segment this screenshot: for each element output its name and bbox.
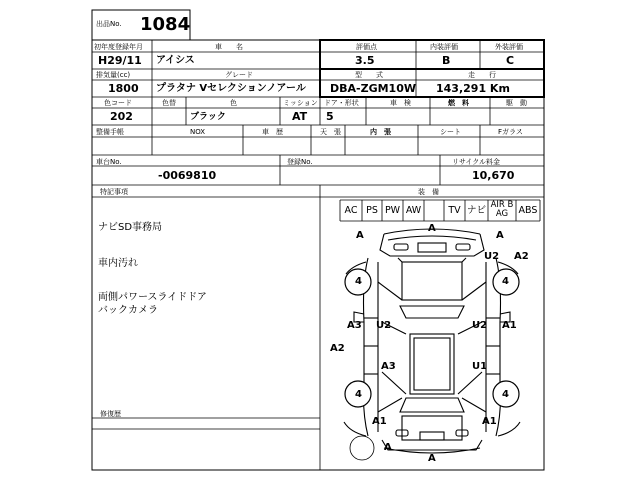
equip-airbag: AIR BAG — [490, 200, 514, 219]
note-interior-dirt: 車内汚れ — [98, 258, 138, 269]
equip-ac: AC — [344, 205, 358, 216]
damage-tire-front-right: 4 — [502, 276, 509, 287]
damage-front-center: A — [428, 223, 436, 234]
car-name-value: アイシス — [156, 55, 195, 66]
fuel-label: 燃 料 — [448, 99, 469, 107]
exterior-grade-value: C — [506, 54, 515, 67]
nox-label: NOX — [190, 128, 206, 136]
color-label: 色 — [230, 99, 237, 107]
car-name-label: 車 名 — [215, 43, 243, 51]
mileage-label: 走 行 — [468, 71, 496, 79]
equip-ps: PS — [366, 205, 378, 216]
damage-right-panel-a1: A1 — [502, 320, 517, 331]
transmission-value: AT — [292, 110, 308, 123]
exterior-grade-label: 外装評価 — [495, 43, 523, 51]
damage-roof-a3: A3 — [381, 361, 396, 372]
recycle-fee-value: 10,670 — [472, 169, 515, 182]
score-label: 評価点 — [356, 43, 377, 51]
equip-tv: TV — [448, 205, 461, 216]
first-registration-value: H29/11 — [98, 54, 142, 67]
damage-tire-front-left: 4 — [355, 276, 362, 287]
equip-pw: PW — [384, 205, 401, 216]
seat-label: シート — [440, 128, 461, 136]
interior-grade-label: 内装評価 — [430, 43, 458, 51]
grade-label: グレード — [225, 71, 253, 79]
note-navi-sd: ナビSD事務局 — [98, 222, 163, 233]
grade-value: プラタナ Vセレクションノアール — [156, 83, 306, 94]
equip-abs: ABS — [518, 205, 538, 216]
note-back-camera: バックカメラ — [98, 305, 158, 316]
interior-trim-label: 内 張 — [370, 128, 391, 136]
model-label: 型 式 — [355, 71, 383, 79]
damage-tire-rear-left: 4 — [355, 389, 362, 400]
damage-rear-bottom-a: A — [428, 453, 436, 464]
car-diagram — [322, 222, 542, 470]
equip-navi: ナビ — [466, 205, 486, 216]
special-notes-label: 特記事項 — [100, 188, 128, 196]
color-code-value: 202 — [110, 110, 133, 123]
score-value: 3.5 — [355, 54, 375, 67]
color-code-label: 色コード — [104, 99, 132, 107]
color-value: ブラック — [190, 112, 226, 122]
damage-front-right: A — [496, 230, 504, 241]
interior-grade-value: B — [442, 54, 451, 67]
chassis-no-value: -0069810 — [158, 169, 217, 182]
inspection-label: 車 検 — [390, 99, 411, 107]
damage-left-side-a2: A2 — [330, 343, 345, 354]
mileage-value: 143,291 Km — [436, 82, 510, 95]
model-value: DBA-ZGM10W — [330, 82, 416, 95]
registration-no-label: 登録No. — [287, 158, 313, 166]
sunroof-label: 天 張 — [320, 128, 341, 136]
displacement-label: 排気量(cc) — [96, 71, 131, 79]
lot-number: 1084 — [140, 14, 191, 35]
damage-left-panel-u2: U2 — [376, 320, 392, 331]
damage-tire-rear-right: 4 — [502, 389, 509, 400]
damage-right-panel-u2: U2 — [472, 320, 488, 331]
damage-right-rear-u1: U1 — [472, 361, 488, 372]
lot-label: 出品No. — [96, 20, 122, 28]
maintenance-record-label: 整備手帳 — [96, 128, 124, 136]
equip-aw: AW — [405, 205, 422, 216]
equipment-label: 装 備 — [418, 188, 439, 196]
chassis-no-label: 車台No. — [96, 158, 122, 166]
damage-fender-right-u2: U2 — [484, 251, 500, 262]
doors-shape-label: ドア・形状 — [324, 99, 359, 107]
damage-fender-right-a2: A2 — [514, 251, 529, 262]
damage-left-panel-a3: A3 — [347, 320, 362, 331]
color-change-label: 色替 — [162, 99, 176, 107]
damage-front-left: A — [356, 230, 364, 241]
displacement-value: 1800 — [108, 82, 139, 95]
history-label: 車 歴 — [262, 128, 283, 136]
first-registration-label: 初年度登録年月 — [94, 43, 143, 51]
doors-value: 5 — [326, 110, 334, 123]
damage-rear-right-a1: A1 — [482, 416, 497, 427]
drive-label: 駆 動 — [506, 99, 527, 107]
recycle-fee-label: リサイクル料金 — [452, 158, 501, 166]
repair-history-label: 修復歴 — [100, 410, 121, 418]
transmission-label: ミッション — [283, 99, 318, 107]
f-glass-label: Fガラス — [498, 128, 523, 136]
damage-rear-left-a1: A1 — [372, 416, 387, 427]
note-power-slide-doors: 両側パワースライドドア — [98, 292, 207, 303]
damage-rear-a: A — [384, 442, 392, 453]
